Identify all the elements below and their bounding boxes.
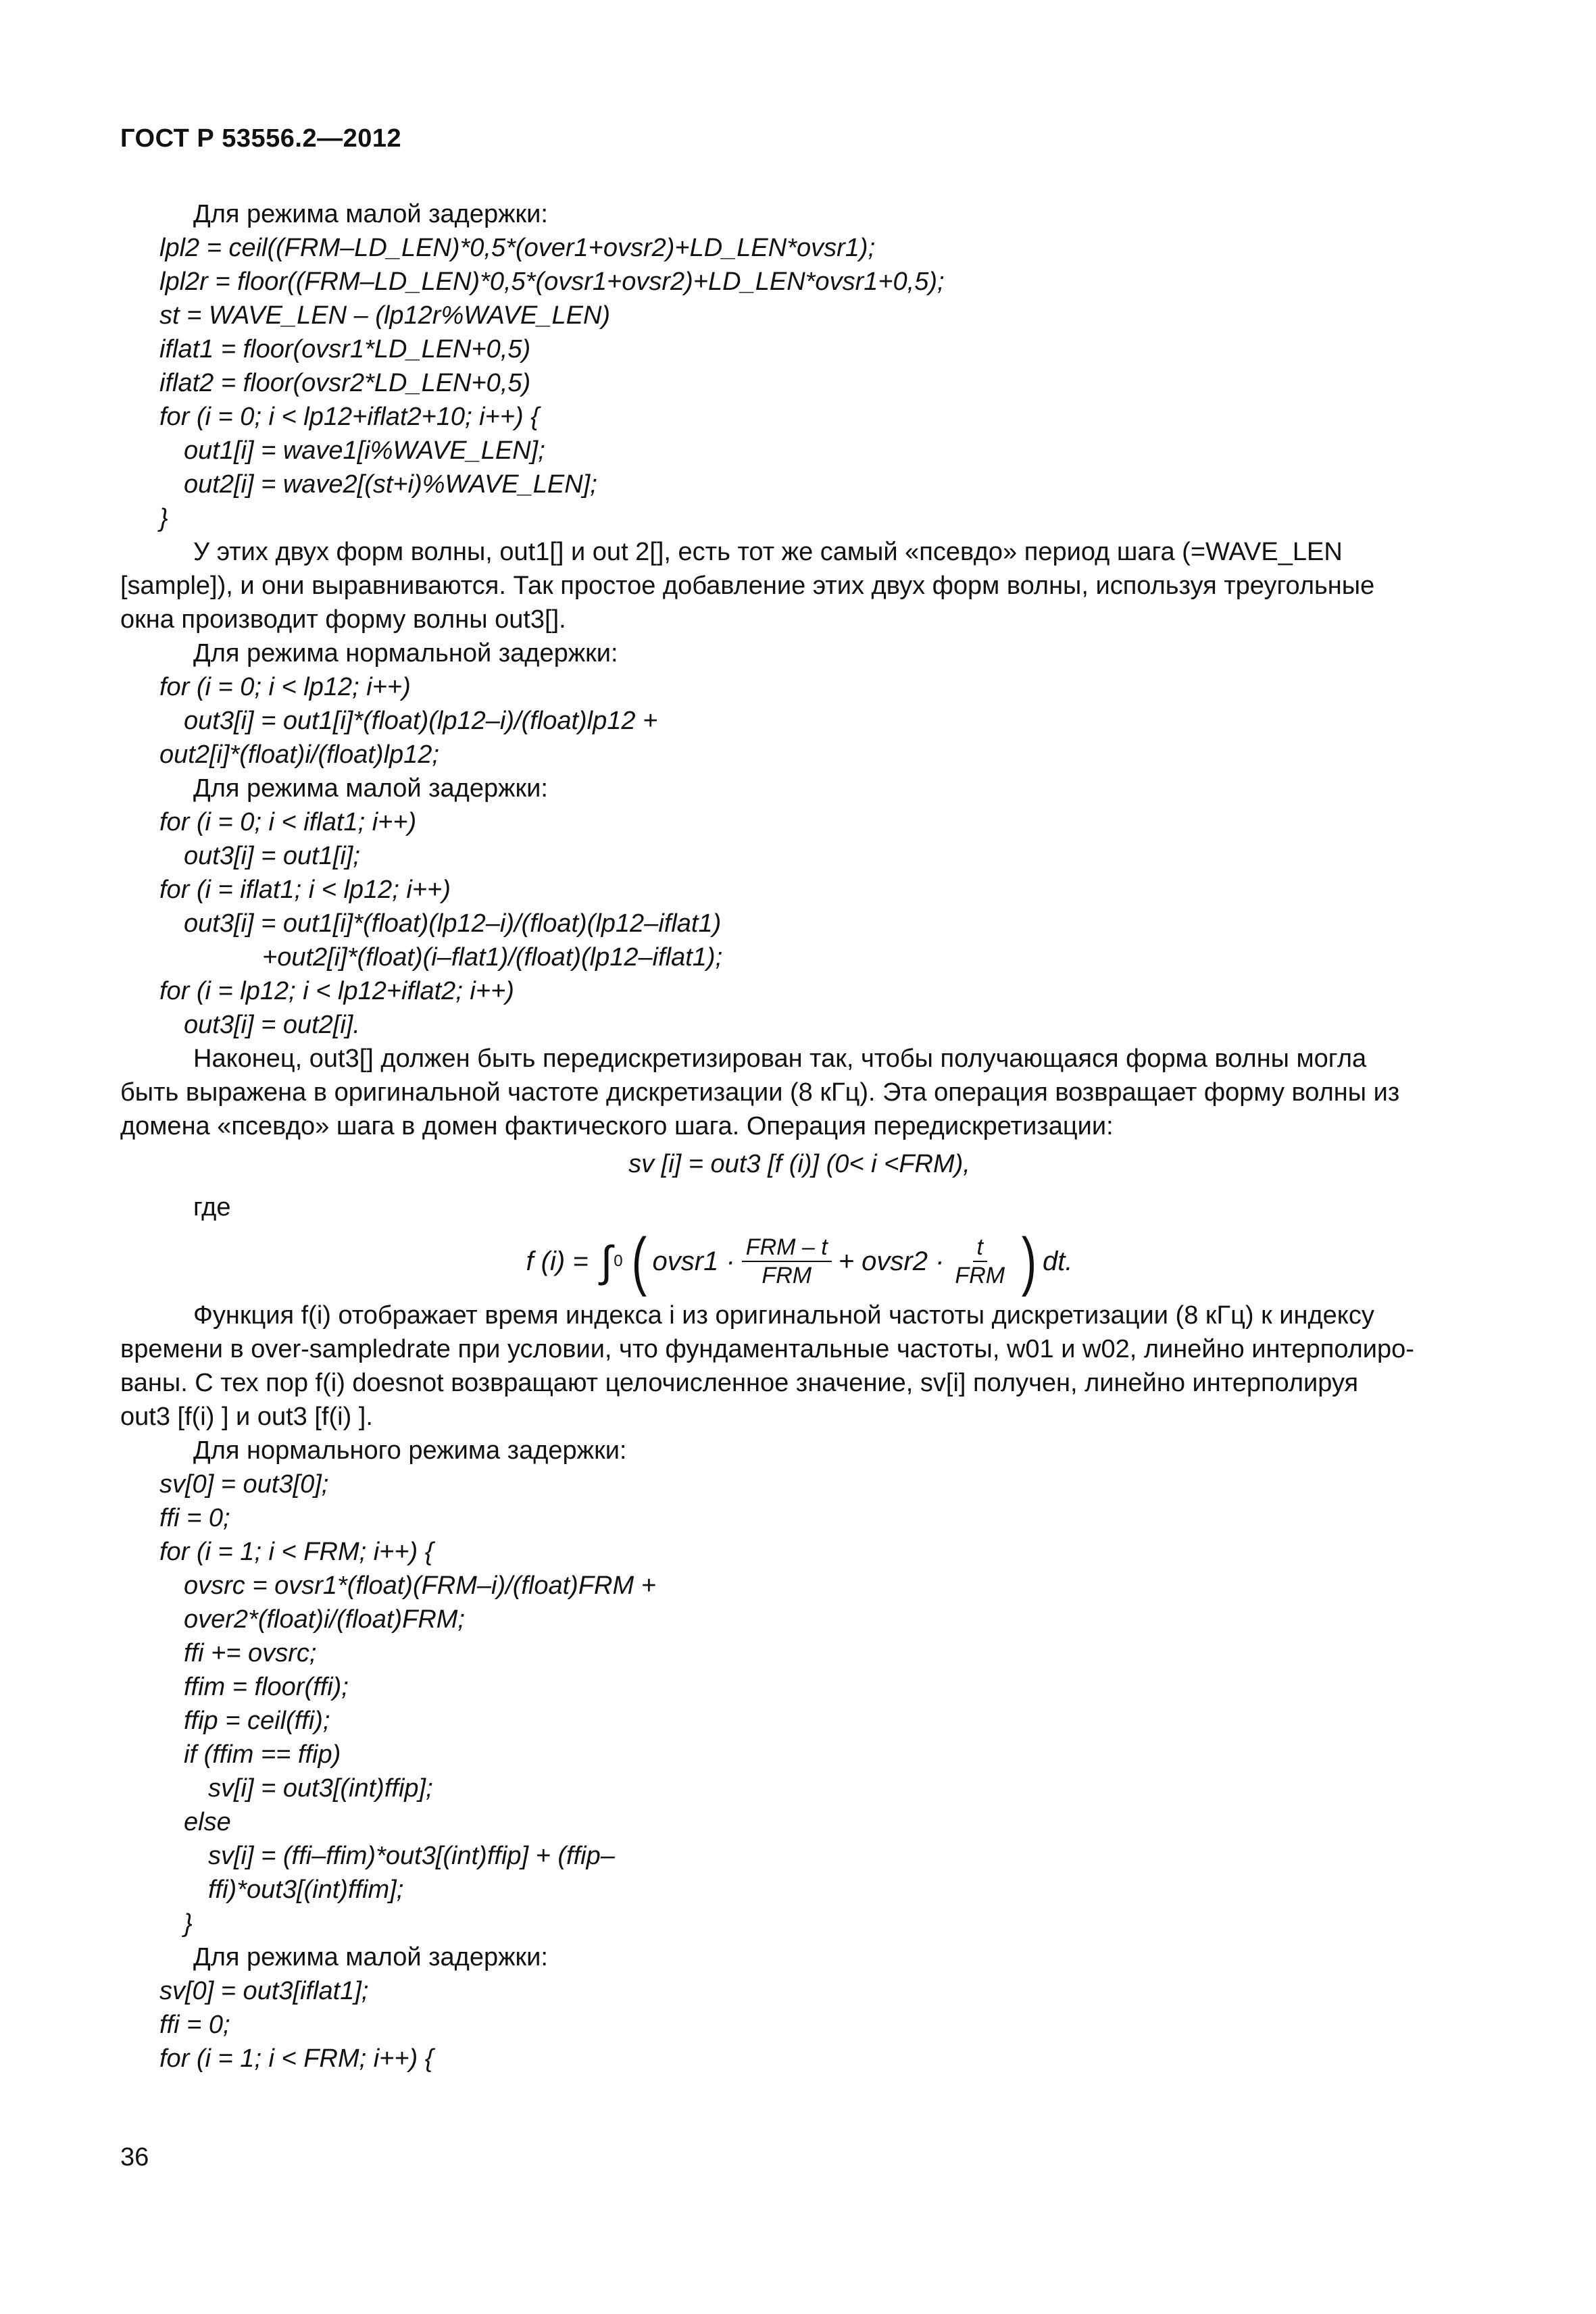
standard-header: ГОСТ Р 53556.2—2012 — [120, 124, 402, 153]
para2-line: Наконец, out3[] должен быть передискретизирован так, чтобы получающаяся форма волны могла — [193, 1045, 1367, 1073]
code-line: sv[i] = (ffi–ffim)*out3[(int)ffip] + (ffip– — [208, 1842, 615, 1870]
code-line: iflat1 = floor(ovsr1*LD_LEN+0,5) — [159, 335, 531, 363]
code-line: iflat2 = floor(ovsr2*LD_LEN+0,5) — [159, 369, 531, 397]
code-line: for (i = 0; i < lp12+iflat2+10; i++) { — [159, 403, 539, 431]
code-line: out3[i] = out1[i]*(float)(lp12–i)/(float)(lp12–iflat1) — [184, 909, 722, 938]
fraction-1-numerator: FRM – t — [742, 1234, 832, 1262]
code-line: ffi = 0; — [159, 1504, 230, 1532]
right-paren: ) — [1021, 1225, 1037, 1297]
code-line: for (i = 1; i < FRM; i++) { — [159, 2044, 434, 2073]
integral-sign: ∫ — [600, 1237, 613, 1286]
page-number: 36 — [120, 2143, 149, 2171]
para2-line: быть выражена в оригинальной частоте дискретизации (8 кГц). Эта операция возвращает форму волны из — [120, 1078, 1400, 1107]
code-line: out2[i]*(float)i/(float)lp12; — [159, 740, 439, 769]
formula-lhs: f (i) = — [526, 1247, 589, 1276]
formula-tail: dt. — [1043, 1247, 1073, 1276]
code-line: ffi)*out3[(int)ffim]; — [208, 1876, 404, 1904]
code-line: ovsrc = ovsr1*(float)(FRM–i)/(float)FRM + — [184, 1571, 656, 1600]
block4-intro: Для нормального режима задержки: — [193, 1436, 627, 1465]
code-line: for (i = 0; i < iflat1; i++) — [159, 808, 417, 836]
code-line: out3[i] = out1[i]*(float)(lp12–i)/(float)lp12 + — [184, 707, 658, 735]
left-paren: ( — [631, 1225, 647, 1297]
para1-line: У этих двух форм волны, out1[] и out 2[], есть тот же самый «псевдо» период шага (=WAVE_LEN — [193, 538, 1343, 566]
fraction-2 — [951, 1234, 1009, 1289]
code-line: out3[i] = out2[i]. — [184, 1011, 360, 1039]
where-label: где — [193, 1193, 231, 1222]
para1-line: [sample]), и они выравниваются. Так простое добавление этих двух форм волны, используя треугольные — [120, 572, 1375, 600]
para1-line: окна производит форму волны out3[]. — [120, 605, 566, 634]
code-line: ffi = 0; — [159, 2011, 230, 2039]
equation-f-of-i — [120, 1224, 1478, 1299]
code-line: sv[0] = out3[0]; — [159, 1470, 329, 1499]
code-line: ffi += ovsrc; — [184, 1639, 317, 1667]
para3-line: ваны. С тех пор f(i) doesnot возвращают целочисленное значение, sv[i] получен, линейно интерполируя — [120, 1369, 1359, 1397]
code-line: sv[0] = out3[iflat1]; — [159, 1977, 369, 2005]
block5-intro: Для режима малой задержки: — [193, 1943, 548, 1971]
code-line: for (i = iflat1; i < lp12; i++) — [159, 876, 451, 904]
code-line: over2*(float)i/(float)FRM; — [184, 1605, 465, 1634]
equation-resample: sv [i] = out3 [f (i)] (0< i <FRM), — [628, 1150, 970, 1178]
code-line: } — [159, 504, 168, 532]
code-line: ffip = ceil(ffi); — [184, 1707, 330, 1735]
block3-intro: Для режима малой задержки: — [193, 774, 548, 803]
code-line: st = WAVE_LEN – (lp12r%WAVE_LEN) — [159, 301, 611, 330]
code-line: lpl2 = ceil((FRM–LD_LEN)*0,5*(over1+ovsr2)+LD_LEN*ovsr1); — [159, 234, 876, 262]
code-line: lpl2r = floor((FRM–LD_LEN)*0,5*(ovsr1+ovsr2)+LD_LEN*ovsr1+0,5); — [159, 268, 945, 296]
code-line: if (ffim == ffip) — [184, 1740, 341, 1769]
code-line: for (i = 1; i < FRM; i++) { — [159, 1538, 434, 1566]
code-line: else — [184, 1808, 231, 1836]
fraction-2-numerator: t — [973, 1234, 987, 1262]
fraction-2-denominator: FRM — [955, 1263, 1005, 1288]
code-line: sv[i] = out3[(int)ffip]; — [208, 1774, 433, 1803]
code-line: } — [184, 1909, 193, 1938]
fraction-1-denominator: FRM — [762, 1263, 812, 1288]
fraction-1 — [742, 1234, 832, 1289]
formula-plus-term: + ovsr2 · — [838, 1247, 945, 1276]
code-line: for (i = lp12; i < lp12+iflat2; i++) — [159, 977, 514, 1005]
block1-intro: Для режима малой задержки: — [193, 200, 548, 228]
code-line: ffim = floor(ffi); — [184, 1673, 349, 1701]
integral-lower-limit: 0 — [614, 1252, 623, 1270]
page-body — [120, 197, 1478, 2076]
para3-line: Функция f(i) отображает время индекса i из оригинальной частоты дискретизации (8 кГц) к индексу — [193, 1301, 1374, 1330]
code-line: out2[i] = wave2[(st+i)%WAVE_LEN]; — [184, 470, 597, 499]
formula-term1: ovsr1 · — [652, 1247, 735, 1276]
code-line: +out2[i]*(float)(i–flat1)/(float)(lp12–iflat1); — [262, 943, 723, 972]
block2-intro: Для режима нормальной задержки: — [193, 639, 618, 668]
code-line: out3[i] = out1[i]; — [184, 842, 360, 870]
para3-line: времени в over-sampledrate при условии, что фундаментальные частоты, w01 и w02, линейно интерполиро- — [120, 1335, 1414, 1363]
para2-line: домена «псевдо» шага в домен фактического шага. Операция передискретизации: — [120, 1112, 1114, 1140]
code-line: out1[i] = wave1[i%WAVE_LEN]; — [184, 436, 545, 465]
para3-line: out3 [f(i) ] и out3 [f(i) ]. — [120, 1403, 373, 1431]
code-line: for (i = 0; i < lp12; i++) — [159, 673, 411, 701]
